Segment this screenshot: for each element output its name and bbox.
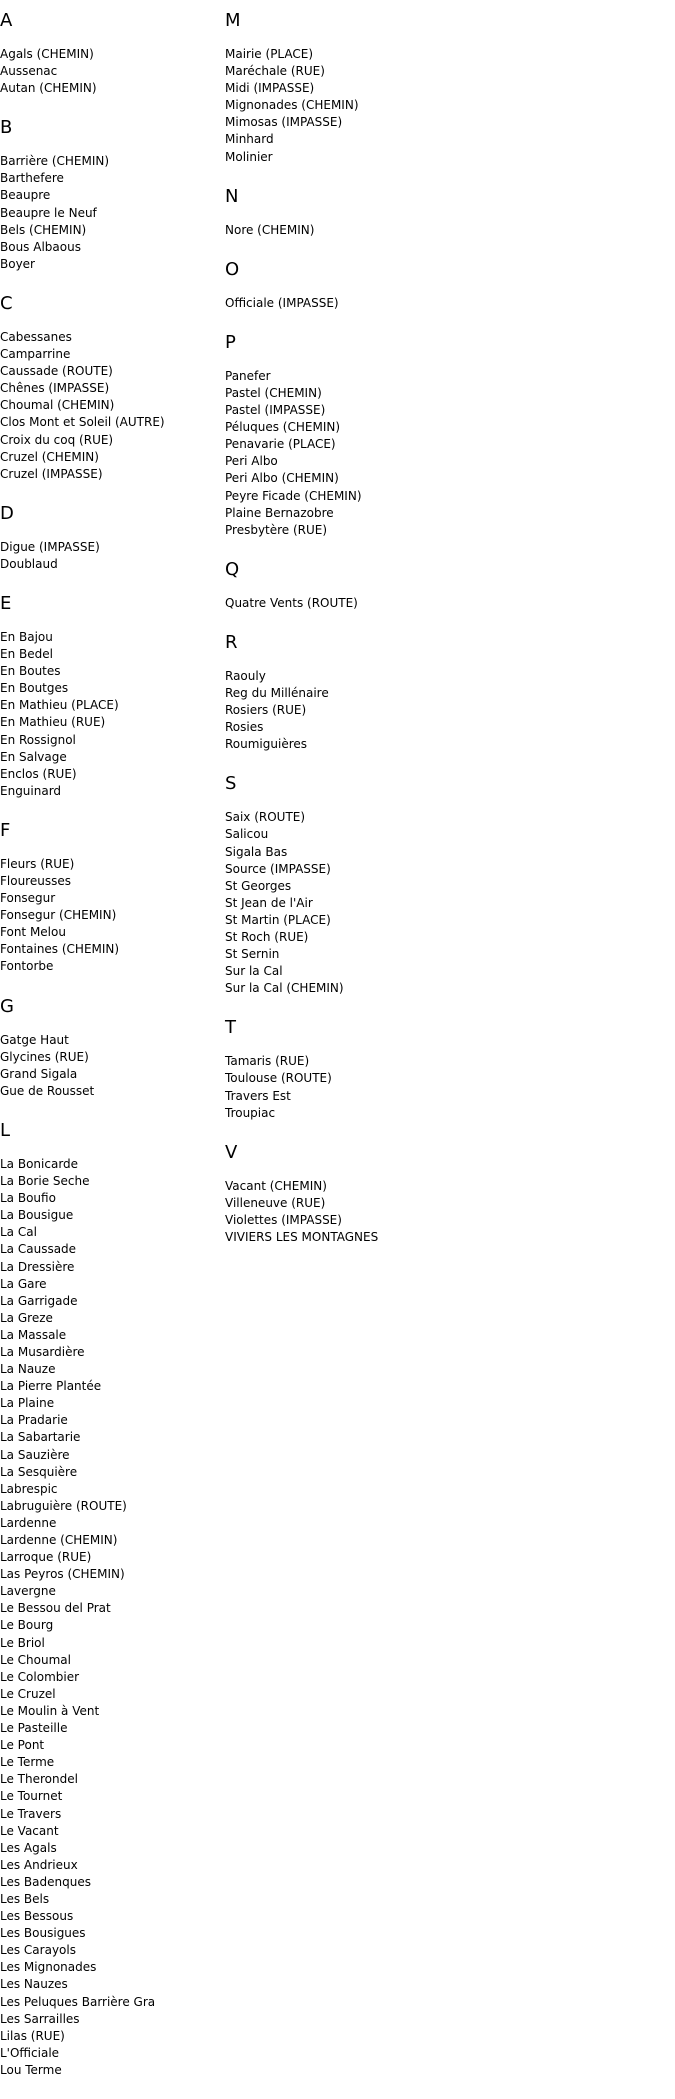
street-link[interactable]: Travers Est — [225, 1088, 291, 1103]
street-link[interactable]: Labruguière (ROUTE) — [0, 1498, 127, 1513]
street-link[interactable]: Saix (ROUTE) — [225, 810, 306, 825]
street-link[interactable]: Les Agals — [0, 1840, 57, 1855]
letter-section-b — [0, 117, 220, 273]
street-link[interactable]: Fontaines (CHEMIN) — [0, 942, 120, 957]
street-link[interactable]: La Pierre Plantée — [0, 1379, 102, 1394]
letter-section-s — [225, 773, 665, 997]
street-list — [0, 46, 220, 97]
street-link[interactable]: Lardenne (CHEMIN) — [0, 1533, 118, 1547]
street-link[interactable]: Officiale (IMPASSE) — [225, 295, 339, 310]
street-link[interactable]: Las Peyros (CHEMIN) — [0, 1567, 125, 1582]
street-link[interactable]: Sur la Cal — [225, 964, 283, 979]
street-link[interactable]: Gatge Haut — [0, 1032, 69, 1047]
street-link[interactable]: Plaine Bernazobre — [225, 505, 334, 520]
street-link[interactable]: Cruzel (IMPASSE) — [0, 466, 103, 481]
section-letter-heading: O — [225, 258, 240, 280]
street-list — [0, 629, 220, 800]
street-link[interactable]: Choumal (CHEMIN) — [0, 398, 115, 413]
street-link[interactable]: Le Cruzel — [0, 1686, 56, 1701]
street-link[interactable]: Rosiers (RUE) — [225, 703, 307, 718]
street-list — [0, 1032, 220, 1100]
street-link[interactable]: En Salvage — [0, 749, 67, 764]
letter-section-r — [225, 632, 665, 753]
street-link[interactable]: Villeneuve (RUE) — [225, 1195, 326, 1210]
street-link[interactable]: Glycines (RUE) — [0, 1049, 89, 1064]
street-link[interactable]: En Mathieu (PLACE) — [0, 698, 119, 713]
street-link[interactable]: Midi (IMPASSE) — [225, 81, 315, 96]
street-link[interactable]: Grand Sigala — [0, 1066, 78, 1081]
street-link[interactable]: En Boutges — [0, 681, 69, 696]
street-link[interactable]: La Massale — [0, 1327, 67, 1342]
letter-section-q — [225, 559, 665, 612]
street-link[interactable]: Les Sarrailles — [0, 2011, 80, 2026]
street-link[interactable]: Fontorbe — [0, 959, 54, 974]
street-link[interactable]: Cabessanes — [0, 329, 72, 344]
street-list — [225, 668, 665, 753]
street-list — [225, 809, 665, 997]
street-link[interactable]: Aussenac — [0, 64, 58, 79]
street-link[interactable]: Croix du coq (RUE) — [0, 432, 114, 447]
street-link[interactable]: Presbytère (RUE) — [225, 522, 328, 537]
street-list — [225, 1178, 665, 1246]
street-link[interactable]: Les Bessous — [0, 1909, 74, 1924]
street-list — [0, 539, 220, 573]
street-link[interactable]: Les Nauzes — [0, 1977, 68, 1992]
letter-section-n — [225, 186, 665, 239]
street-link[interactable]: Pastel (IMPASSE) — [225, 403, 326, 418]
section-letter-heading: Q — [225, 558, 240, 580]
section-letter-heading: M — [225, 10, 241, 31]
street-link[interactable]: Les Carayols — [0, 1943, 76, 1958]
street-link[interactable]: Lardenne — [0, 1515, 57, 1530]
street-link[interactable]: Troupiac — [225, 1105, 276, 1120]
letter-section-l — [0, 1120, 220, 2079]
street-link[interactable]: L'Officiale — [0, 2045, 60, 2060]
street-link[interactable]: Fonsegur (CHEMIN) — [0, 908, 117, 923]
street-list — [225, 46, 665, 166]
street-link[interactable]: St Jean de l'Air — [225, 895, 313, 910]
street-link[interactable]: Mimosas (IMPASSE) — [225, 115, 343, 130]
section-letter-heading: T — [225, 1017, 236, 1039]
street-link[interactable]: St Sernin — [225, 947, 280, 962]
section-letter-heading: R — [225, 631, 238, 653]
street-link[interactable]: Barrière (CHEMIN) — [0, 154, 110, 169]
street-link[interactable]: Violettes (IMPASSE) — [225, 1212, 342, 1227]
street-link[interactable]: Gue de Rousset — [0, 1083, 95, 1098]
street-list — [0, 329, 220, 483]
letter-section-e — [0, 593, 220, 800]
street-link[interactable]: Caussade (ROUTE) — [0, 364, 113, 379]
street-link[interactable]: La Boufio — [0, 1191, 56, 1206]
street-link[interactable]: VIVIERS LES MONTAGNES — [225, 1230, 379, 1245]
street-link[interactable]: Tamaris (RUE) — [225, 1054, 310, 1069]
street-link[interactable]: Enguinard — [0, 783, 62, 798]
street-link[interactable]: Labrespic — [0, 1481, 58, 1496]
street-link[interactable]: Les Bousigues — [0, 1926, 86, 1941]
street-link[interactable]: Sur la Cal (CHEMIN) — [225, 981, 344, 996]
street-link[interactable]: La Dressière — [0, 1259, 75, 1274]
section-letter-heading: G — [0, 995, 14, 1017]
street-link[interactable]: La Pradarie — [0, 1413, 68, 1428]
section-letter-heading: B — [0, 117, 13, 139]
street-link[interactable]: Le Choumal — [0, 1652, 71, 1667]
street-link[interactable]: Salicou — [225, 827, 269, 842]
street-link[interactable]: La Sabartarie — [0, 1430, 81, 1445]
street-link[interactable]: Digue (IMPASSE) — [0, 539, 100, 554]
street-link[interactable]: St Martin (PLACE) — [225, 912, 331, 927]
street-link[interactable]: Peri Albo (CHEMIN) — [225, 471, 339, 486]
street-link[interactable]: La Plaine — [0, 1396, 55, 1411]
street-link[interactable]: Le Colombier — [0, 1669, 80, 1684]
street-link[interactable]: Larroque (RUE) — [0, 1550, 92, 1565]
letter-section-c — [0, 293, 220, 483]
street-link[interactable]: St Georges — [225, 878, 292, 893]
street-link[interactable]: Camparrine — [0, 347, 71, 362]
street-list — [0, 1156, 220, 2079]
section-letter-heading: P — [225, 331, 236, 353]
street-link[interactable]: Les Andrieux — [0, 1857, 78, 1872]
street-link[interactable]: Nore (CHEMIN) — [225, 222, 315, 237]
letter-section-o — [225, 259, 665, 312]
street-link[interactable]: Mairie (PLACE) — [225, 47, 314, 61]
street-link[interactable]: Agals (CHEMIN) — [0, 47, 94, 61]
street-link[interactable]: St Roch (RUE) — [225, 930, 309, 944]
street-link[interactable]: Peri Albo — [225, 454, 278, 469]
street-link[interactable]: Le Tournet — [0, 1789, 63, 1804]
letter-section-v — [225, 1142, 665, 1246]
street-link[interactable]: Le Pont — [0, 1738, 45, 1753]
street-link[interactable]: La Greze — [0, 1310, 53, 1325]
street-link[interactable]: Lilas (RUE) — [0, 2028, 65, 2043]
street-link[interactable]: Les Mignonades — [0, 1960, 97, 1975]
street-link[interactable]: Quatre Vents (ROUTE) — [225, 595, 358, 610]
street-link[interactable]: La Cal — [0, 1225, 37, 1240]
street-link[interactable]: La Borie Seche — [0, 1174, 90, 1189]
street-link[interactable]: Lou Terme — [0, 2062, 62, 2077]
street-link[interactable]: Pastel (CHEMIN) — [225, 385, 322, 400]
street-link[interactable]: Bels (CHEMIN) — [0, 222, 87, 237]
section-letter-heading: C — [0, 292, 13, 314]
street-link[interactable]: Vacant (CHEMIN) — [225, 1178, 327, 1193]
street-link[interactable]: Les Badenques — [0, 1874, 91, 1889]
street-link[interactable]: Rosies — [225, 720, 264, 735]
street-list — [0, 153, 220, 273]
section-letter-heading: N — [225, 185, 239, 207]
street-link[interactable]: Fonsegur — [0, 891, 56, 906]
street-link[interactable]: Péluques (CHEMIN) — [225, 420, 341, 435]
street-link[interactable]: Le Terme — [0, 1755, 55, 1770]
street-link[interactable]: La Bousigue — [0, 1208, 74, 1223]
street-link[interactable]: Autan (CHEMIN) — [0, 81, 97, 96]
street-link[interactable]: La Sesquière — [0, 1464, 78, 1479]
street-link[interactable]: Fleurs (RUE) — [0, 856, 75, 871]
street-link[interactable]: En Bedel — [0, 647, 53, 662]
letter-section-f — [0, 820, 220, 976]
section-letter-heading: E — [0, 592, 12, 614]
section-letter-heading: F — [0, 819, 11, 841]
street-link[interactable]: Bous Albaous — [0, 239, 81, 254]
street-list — [225, 595, 665, 612]
street-link[interactable]: Le Pasteille — [0, 1721, 68, 1736]
street-link[interactable]: Font Melou — [0, 925, 66, 940]
street-link[interactable]: La Musardière — [0, 1344, 85, 1359]
letter-section-d — [0, 503, 220, 573]
letter-section-a — [0, 10, 220, 97]
street-link[interactable]: Barthefere — [0, 171, 64, 186]
street-link[interactable]: Floureusses — [0, 874, 71, 888]
street-link[interactable]: Les Peluques Barrière Gra — [0, 1994, 156, 2009]
street-link[interactable]: Boyer — [0, 256, 35, 271]
street-link[interactable]: En Bajou — [0, 629, 53, 644]
street-link[interactable]: Enclos (RUE) — [0, 766, 77, 781]
street-link[interactable]: En Boutes — [0, 664, 61, 679]
street-link[interactable]: Le Travers — [0, 1806, 62, 1821]
section-letter-heading: V — [225, 1141, 238, 1163]
street-link[interactable]: Source (IMPASSE) — [225, 861, 331, 876]
street-link[interactable]: Cruzel (CHEMIN) — [0, 449, 99, 464]
street-list — [225, 1053, 665, 1121]
street-link[interactable]: Maréchale (RUE) — [225, 64, 325, 79]
street-link[interactable]: Sigala Bas — [225, 844, 288, 859]
street-link[interactable]: Chênes (IMPASSE) — [0, 381, 110, 396]
street-link[interactable]: En Rossignol — [0, 732, 76, 747]
street-link[interactable]: Minhard — [225, 132, 274, 147]
street-link[interactable]: Reg du Millénaire — [225, 685, 329, 700]
street-link[interactable]: Raouly — [225, 668, 266, 683]
street-link[interactable]: La Sauzière — [0, 1447, 70, 1462]
street-link[interactable]: Panefer — [225, 368, 271, 383]
street-link[interactable]: Beaupre le Neuf — [0, 205, 97, 220]
street-link[interactable]: Peyre Ficade (CHEMIN) — [225, 488, 362, 503]
street-link[interactable]: En Mathieu (RUE) — [0, 715, 106, 730]
street-link[interactable]: Clos Mont et Soleil (AUTRE) — [0, 415, 165, 430]
street-link[interactable]: La Bonicarde — [0, 1156, 79, 1171]
street-link[interactable]: La Garrigade — [0, 1293, 78, 1308]
street-link[interactable]: La Caussade — [0, 1242, 77, 1257]
street-link[interactable]: Les Bels — [0, 1891, 50, 1906]
letter-section-p — [225, 332, 665, 539]
street-link[interactable]: Lavergne — [0, 1584, 56, 1599]
street-link[interactable]: La Nauze — [0, 1362, 56, 1377]
letter-section-m — [225, 10, 665, 166]
street-link[interactable]: Toulouse (ROUTE) — [225, 1071, 332, 1086]
street-link[interactable]: Le Bourg — [0, 1618, 54, 1633]
street-link[interactable]: Le Vacant — [0, 1823, 59, 1838]
letter-section-t — [225, 1017, 665, 1121]
street-link[interactable]: Le Bessou del Prat — [0, 1601, 111, 1616]
section-letter-heading: D — [0, 502, 14, 524]
street-list — [225, 368, 665, 539]
section-letter-heading: A — [0, 10, 13, 31]
column-left — [0, 10, 220, 2099]
street-list — [225, 295, 665, 312]
street-link[interactable]: Doublaud — [0, 556, 58, 571]
street-link[interactable]: Le Therondel — [0, 1772, 78, 1787]
street-link[interactable]: Roumiguières — [225, 737, 308, 752]
street-link[interactable]: Beaupre — [0, 188, 51, 203]
street-link[interactable]: Penavarie (PLACE) — [225, 437, 336, 452]
street-link[interactable]: La Gare — [0, 1276, 47, 1291]
street-link[interactable]: Mignonades (CHEMIN) — [225, 98, 359, 113]
section-letter-heading: S — [225, 773, 237, 795]
street-link[interactable]: Molinier — [225, 149, 273, 164]
street-link[interactable]: Le Moulin à Vent — [0, 1703, 100, 1718]
street-link[interactable]: Le Briol — [0, 1635, 45, 1650]
column-right — [225, 10, 665, 1266]
letter-section-g — [0, 996, 220, 1100]
street-list — [0, 856, 220, 976]
section-letter-heading: L — [0, 1119, 11, 1141]
street-list — [225, 222, 665, 239]
